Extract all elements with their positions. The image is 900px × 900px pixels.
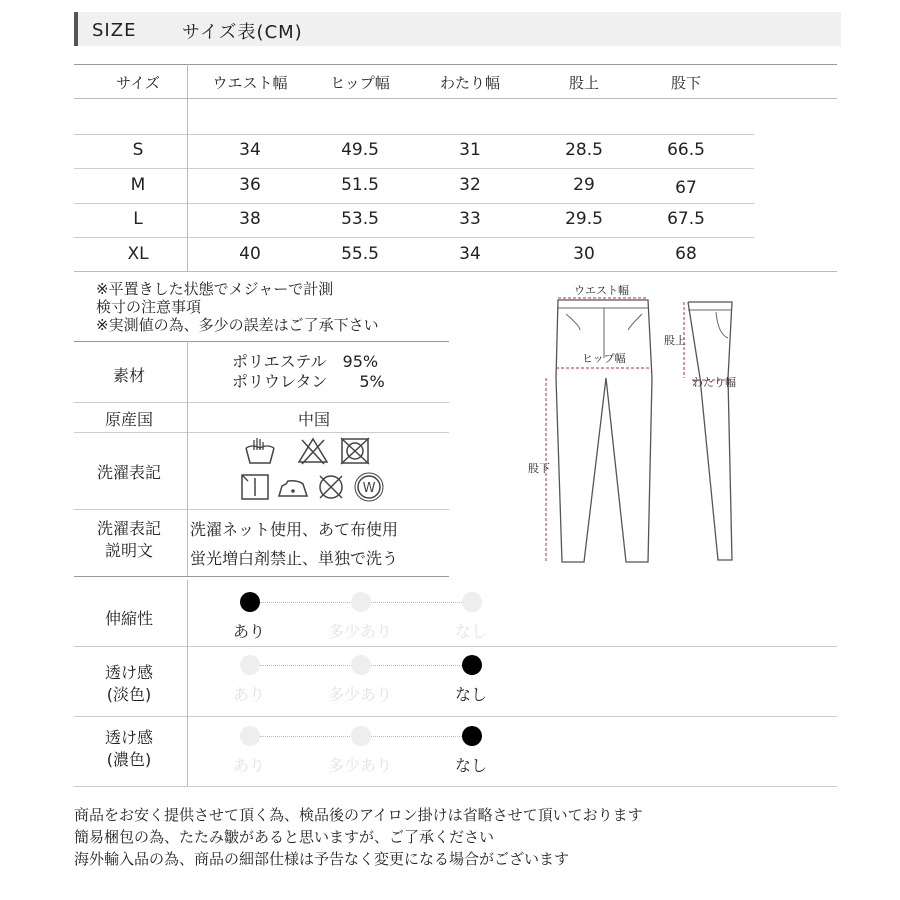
rating-dot — [240, 592, 260, 612]
care-label: 洗濯表記 — [96, 463, 161, 482]
wet-clean-icon — [352, 472, 386, 502]
cell-rise: 30 — [573, 244, 595, 264]
diagram-thigh-label: わたり幅 — [692, 376, 736, 389]
rating-option: なし — [454, 622, 487, 641]
origin-label: 原産国 — [104, 410, 153, 429]
cell-size: S — [132, 140, 144, 160]
note-line: 検寸の注意事項 — [96, 298, 202, 316]
cell-inseam: 66.5 — [667, 140, 705, 160]
cell-rise: 28.5 — [565, 140, 603, 160]
rating-dot — [351, 655, 371, 675]
cell-waist: 40 — [239, 244, 261, 264]
care-icons — [238, 436, 398, 506]
col-header-thigh: わたり幅 — [439, 74, 500, 92]
hand-wash-icon — [243, 436, 277, 466]
footer-line: 海外輸入品の為、商品の細部仕様は予告なく変更になる場合がございます — [74, 850, 570, 868]
rating-option: あり — [232, 685, 265, 704]
header-title-en: SIZE — [92, 20, 137, 41]
footer-line: 簡易梱包の為、たたみ皺があると思いますが、ご了承ください — [74, 828, 495, 846]
rating-dot — [351, 592, 371, 612]
pants-outline — [520, 278, 760, 578]
origin-value: 中国 — [298, 410, 331, 429]
care-desc-line: 蛍光増白剤禁止、単独で洗う — [190, 549, 399, 568]
cell-hip: 49.5 — [341, 140, 379, 160]
cell-rise: 29.5 — [565, 209, 603, 229]
cell-inseam: 68 — [675, 244, 697, 264]
label-line: (淡色) — [106, 685, 152, 704]
rating-option: あり — [232, 756, 265, 775]
transparency-light-label — [74, 662, 184, 706]
stretch-label: 伸縮性 — [104, 609, 153, 628]
material-value — [232, 352, 385, 392]
diagram-hip-label: ヒップ幅 — [582, 352, 626, 365]
rating-option: 多少あり — [327, 756, 392, 775]
material-label: 素材 — [112, 366, 145, 385]
care-desc-label-line: 説明文 — [104, 541, 153, 560]
note-line: ※平置きした状態でメジャーで計測 — [96, 280, 334, 298]
material-line: ポリウレタン 5% — [232, 372, 385, 391]
no-tumble-dry-icon — [338, 436, 372, 466]
rating-dot — [351, 726, 371, 746]
cell-inseam: 67 — [675, 178, 697, 198]
rating-dot — [462, 726, 482, 746]
care-desc-label — [74, 518, 184, 562]
care-desc-label-line: 洗濯表記 — [96, 519, 161, 538]
label-line: (濃色) — [106, 750, 152, 769]
diagram-inseam-label: 股下 — [528, 462, 550, 475]
col-header-inseam: 股下 — [670, 74, 701, 92]
cell-size: XL — [127, 244, 149, 264]
diagram-waist-label: ウエスト幅 — [574, 284, 629, 297]
cell-rise: 29 — [573, 175, 595, 195]
diagram-rise-label: 股上 — [664, 334, 686, 347]
cell-waist: 38 — [239, 209, 261, 229]
label-line: 透け感 — [104, 728, 153, 747]
footer-line: 商品をお安く提供させて頂く為、検品後のアイロン掛けは省略させて頂いております — [74, 806, 643, 824]
rating-option: 多少あり — [327, 685, 392, 704]
footer-notes — [74, 804, 643, 870]
col-header-waist: ウエスト幅 — [212, 74, 288, 92]
note-line: ※実測値の為、多少の誤差はご了承下さい — [96, 316, 379, 334]
header-title-jp: サイズ表(CM) — [182, 22, 303, 43]
cell-hip: 53.5 — [341, 209, 379, 229]
cell-thigh: 31 — [459, 140, 481, 160]
material-line: ポリエステル 95% — [232, 352, 379, 371]
transparency-dark-label — [74, 727, 184, 771]
label-line: 透け感 — [104, 663, 153, 682]
pants-diagram — [520, 278, 760, 578]
no-bleach-icon — [296, 436, 330, 466]
measurement-notes — [96, 280, 379, 334]
col-header-rise: 股上 — [568, 74, 599, 92]
rating-dot — [240, 655, 260, 675]
rating-option: なし — [454, 756, 487, 775]
cell-hip: 51.5 — [341, 175, 379, 195]
svg-text:W: W — [362, 481, 376, 496]
cell-thigh: 33 — [459, 209, 481, 229]
rating-dot — [462, 655, 482, 675]
rating-option: 多少あり — [327, 622, 392, 641]
care-desc-line: 洗濯ネット使用、あて布使用 — [190, 520, 399, 539]
line-dry-icon — [238, 472, 272, 502]
rating-option: あり — [232, 622, 265, 641]
section-header — [74, 12, 841, 46]
cell-waist: 36 — [239, 175, 261, 195]
cell-thigh: 34 — [459, 244, 481, 264]
rating-option: なし — [454, 685, 487, 704]
cell-size: M — [130, 175, 146, 195]
cell-inseam: 67.5 — [667, 209, 705, 229]
col-header-hip: ヒップ幅 — [330, 74, 390, 92]
iron-low-icon — [276, 472, 310, 502]
cell-hip: 55.5 — [341, 244, 379, 264]
care-desc-value — [190, 515, 398, 573]
cell-size: L — [133, 209, 143, 229]
rating-dot — [240, 726, 260, 746]
cell-waist: 34 — [239, 140, 261, 160]
no-dry-clean-icon — [314, 472, 348, 502]
cell-thigh: 32 — [459, 175, 481, 195]
rating-dot — [462, 592, 482, 612]
col-header-size: サイズ — [116, 74, 160, 92]
